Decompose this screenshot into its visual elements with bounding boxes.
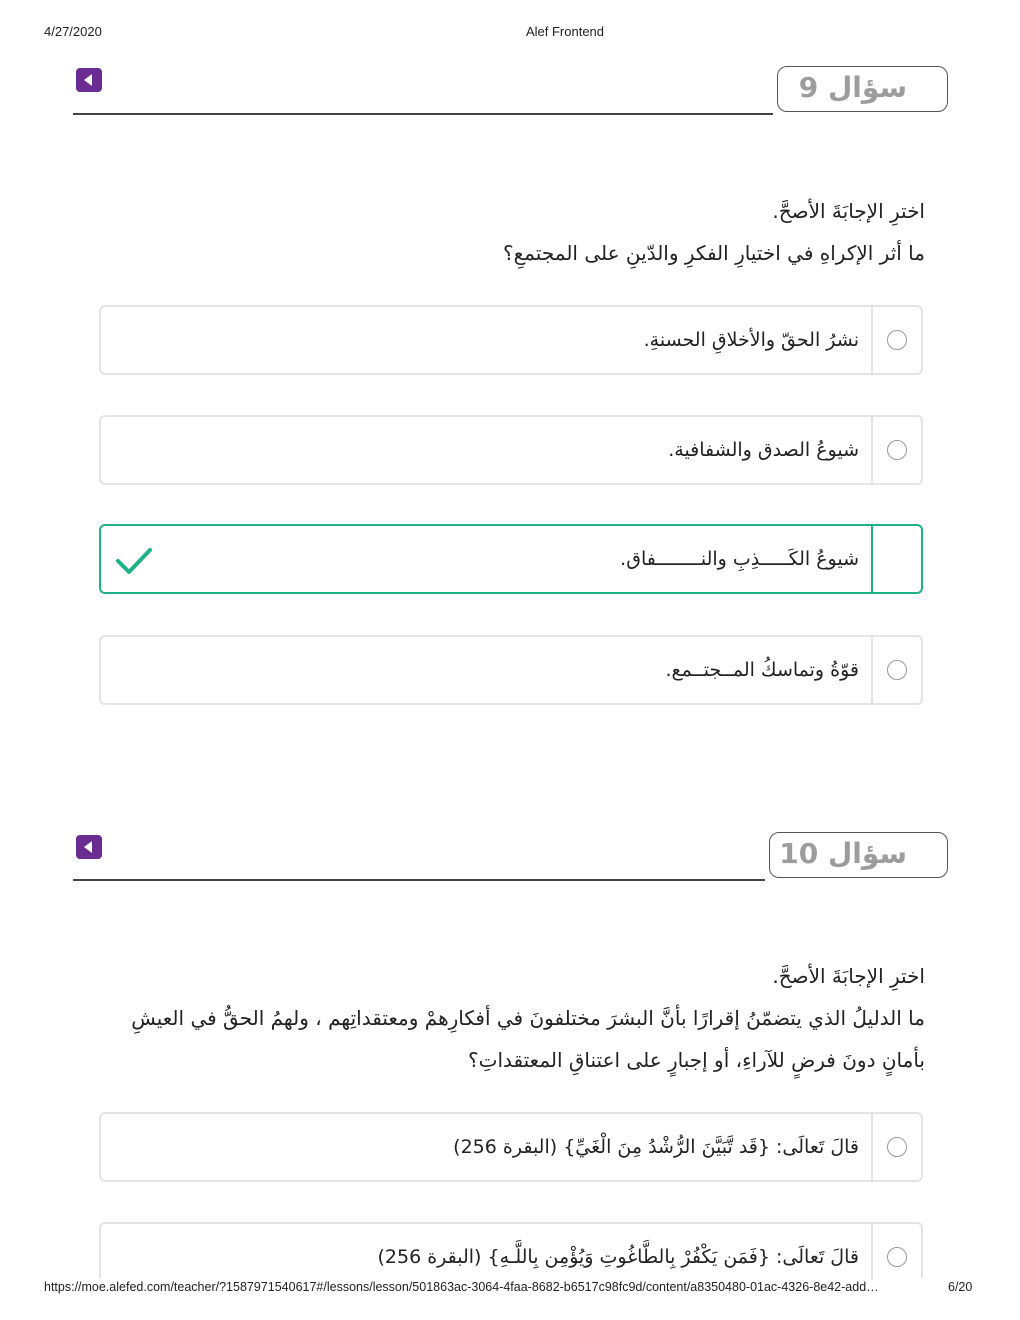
question-text [503,190,925,274]
answer-option[interactable] [99,415,923,485]
collapse-button[interactable] [76,68,102,92]
answer-option[interactable] [99,1222,923,1278]
radio-circle-icon[interactable] [887,660,907,680]
print-footer [0,1280,1020,1298]
question-prompt-line-1: ما الدليلُ الذي يتضمّنُ إقرارًا بأنَّ البشرَ مختلفونَ في أفكارِهمْ ومعتقداتِهم ، ولهمُ الحقُّ في العيشِ [131,1006,925,1030]
question-label-tab [769,832,948,878]
option-text: نشرُ الحقّ والأخلاقِ الحسنةِ. [643,329,859,351]
radio-circle-icon[interactable] [887,1247,907,1267]
option-text: قالَ تَعالَى: {قَد تَّبَيَّنَ الرُّشْدُ مِنَ الْغَيِّ} (البقرة 256) [453,1136,859,1158]
radio-circle-icon[interactable] [887,330,907,350]
answer-option[interactable] [99,635,923,705]
radio-circle-icon[interactable] [887,1137,907,1157]
question-divider [73,879,765,881]
radio-circle-icon[interactable] [887,440,907,460]
page-url: https://moe.alefed.com/teacher/?1587971540617#/lessons/lesson/501863ac-3064-4faa-8682-b6517c98fc9d/content/a8350480-01ac-4326-8e42-add… [44,1280,879,1294]
option-text: شيوعُ الكَـــــذِبِ والنــــــــفاق. [620,548,859,570]
question-prompt: ما أثر الإكراهِ في اختيارِ الفكرِ والدّينِ على المجتمعِ؟ [502,241,925,265]
checkmark-icon [115,546,153,576]
question-divider [73,113,773,115]
question-instruction: اخترِ الإجابَةَ الأصحَّ. [772,199,925,223]
question-text [131,955,925,1081]
print-title: Alef Frontend [525,24,605,39]
print-header [0,24,1020,42]
collapse-button[interactable] [76,835,102,859]
caret-left-icon [84,74,92,86]
option-text: قوّةُ وتماسكُ المــجتــمع. [665,659,859,681]
question-label: سؤال 9 [798,71,907,104]
question-label: سؤال 10 [779,837,907,870]
question-label-tab [777,66,948,112]
caret-left-icon [84,841,92,853]
answer-option[interactable] [99,305,923,375]
option-text: شيوعُ الصدق والشفافية. [668,439,859,461]
answer-option[interactable] [99,1112,923,1182]
print-date: 4/27/2020 [44,24,102,39]
page-number: 6/20 [948,1280,973,1294]
question-prompt-line-2: بأمانٍ دونَ فرضٍ للآراءِ، أو إجبارٍ على اعتناقِ المعتقداتِ؟ [468,1048,925,1072]
question-instruction: اخترِ الإجابَةَ الأصحَّ. [772,964,925,988]
option-text: قالَ تَعالَى: {فَمَن يَكْفُرْ بِالطَّاغُوتِ وَيُؤْمِن بِاللَّـهِ} (البقرة 256) [377,1246,859,1268]
answer-option-correct[interactable] [99,524,923,594]
